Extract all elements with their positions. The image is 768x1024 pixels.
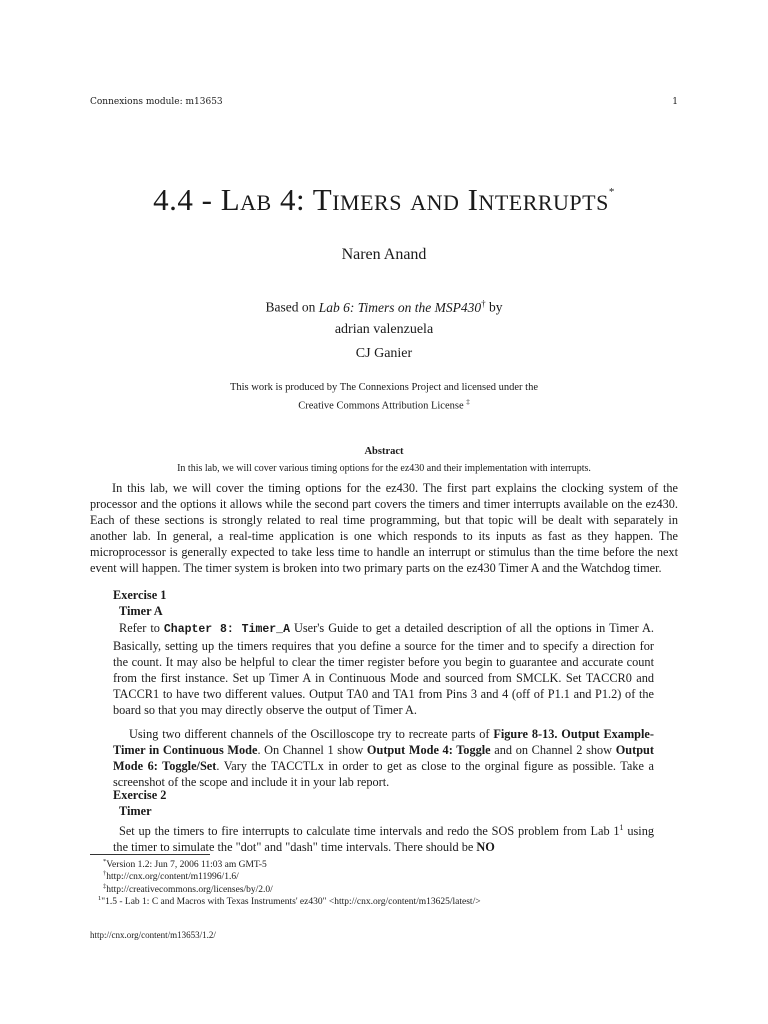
exercise-1-paragraph-2: Using two different channels of the Oscilloscope try to recreate parts of Figure 8-13. Output Example- Timer in Continuous Mode. On Channel 1 show Output Mode 4: Toggle and on Channel 2 show Output Mode 6: Toggle/Set. Vary the TACCTLx in order to get as close to the orginal figure as possible. Take a screenshot of the scope and include it in your lab report. [113, 727, 654, 790]
contributor: CJ Ganier [355, 346, 413, 361]
footer-url[interactable]: http://cnx.org/content/m13653/1.2/ [90, 930, 216, 940]
chapter-reference: Chapter 8: Timer_A [163, 623, 290, 636]
footnote: ‡http://creativecommons.org/licenses/by/2.0/ [103, 883, 273, 896]
intro-paragraph: In this lab, we will cover the timing options for the ez430. The first part explains the clocking system of the processor and the options it allows while the second part covers the timers and timer interrupts available on the ez430. Each of these sections is strongly related to real time programming, but that topic will be dealt with separately in another lab. In general, a real-time application is one which responds to its inputs as fast as they happen. The microprocessor is generally expected to take less time to handle an interrupt or stimulus than the time before the next event will happen. The timer system is broken into two primary parts on the ez430 Timer A and the Watchdog timer. [90, 481, 678, 576]
emphasis-no: NO [476, 840, 495, 855]
footnote-link[interactable]: http://creativecommons.org/licenses/by/2.0/ [106, 885, 273, 896]
license-notice [0, 380, 768, 414]
license-mark: ‡ [466, 398, 470, 406]
exercise-1-subheading: Timer A [119, 604, 163, 618]
exercise-2-subheading: Timer [119, 804, 152, 818]
based-on-prefix: Based on [265, 299, 319, 315]
exercise-2-label: Exercise 2 [113, 788, 167, 802]
exercise-1-label: Exercise 1 [113, 588, 167, 602]
exercise-1-paragraph-1: Refer to Chapter 8: Timer_A User's Guide to get a detailed description of all the options in Timer A. Basically, setting up the timers requires that you define a source for the timer and to specify a direction for the count. It may also be helpful to clear the timer register before you begin to guarantee and accurate count from the first instance. Set up Timer A in Continuous Mode and sourced from SMCLK. Set TACCR0 and TACCR1 to have two different values. Output TA0 and TA1 from Pins 3 and 4 (off of P1.1 and P1.2) of the board so that you may directly observe the output of Timer A. [113, 621, 654, 718]
footnote: *Version 1.2: Jun 7, 2006 11:03 am GMT-5 [103, 858, 267, 871]
title-number: 4.4 - [153, 182, 221, 217]
output-mode-4: Output Mode 4: Toggle [366, 743, 491, 758]
based-on-line [0, 298, 768, 316]
based-on-suffix: by [485, 299, 503, 315]
footnote-link[interactable]: "1.5 - Lab 1: C and Macros with Texas Instruments' ez430" <http://cnx.org/content/m13625/latest/> [101, 897, 481, 908]
lab1-footnote-mark: 1 [619, 823, 624, 832]
title-text: Lab 4: Timers and Interrupts [220, 182, 609, 217]
title-footnote-mark: * [608, 186, 615, 198]
abstract-heading: Abstract [364, 446, 404, 457]
page-number: 1 [672, 97, 678, 107]
license-line-1: This work is produced by The Connexions Project and licensed under the [229, 382, 539, 393]
footnote-rule [90, 854, 210, 855]
running-header-module: Connexions module: m13653 [90, 97, 223, 107]
license-line-2: Creative Commons Attribution License ‡ [298, 398, 470, 412]
based-on-mark: † [481, 298, 486, 308]
output-mode-6: Output Mode 6: Toggle/Set [113, 743, 654, 774]
contributor: adrian valenzuela [334, 322, 434, 337]
author: Naren Anand [341, 246, 427, 263]
figure-reference: Figure 8-13. Output Example- Timer in Continuous Mode [113, 727, 654, 758]
abstract-text: In this lab, we will cover various timing options for the ez430 and their implementation with interrupts. [177, 463, 591, 474]
exercise-2-paragraph-1: Set up the timers to fire interrupts to calculate time intervals and redo the SOS problem from Lab $1^1$ using the timer to simulate the "dot" and "dash" time intervals. There should be NO [113, 823, 654, 855]
based-on-work: Lab 6: Timers on the MSP430† [318, 298, 486, 315]
footnote-link[interactable]: http://cnx.org/content/m11996/1.6/ [106, 872, 239, 883]
page-title [0, 182, 768, 218]
footnote: $^1$"1.5 - Lab 1: C and Macros with Texas Instruments' ez430" <http://cnx.org/content/m13625/latest/> [98, 895, 481, 908]
footnote: †http://cnx.org/content/m11996/1.6/ [103, 870, 239, 883]
